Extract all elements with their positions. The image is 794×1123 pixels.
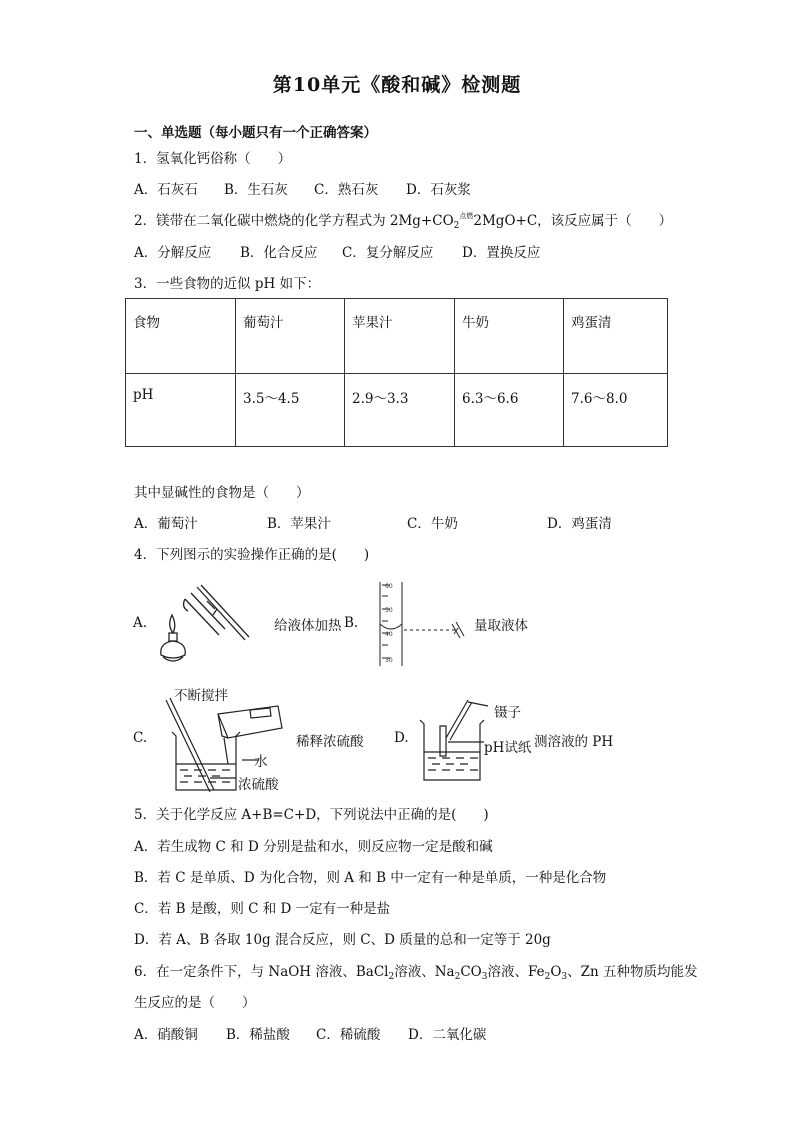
q4-option-c-letter[interactable]: C. [133, 730, 148, 746]
q6-text: 溶液、Fe [487, 964, 545, 980]
section-heading: 一、单选题（每小题只有一个正确答案） [134, 125, 377, 141]
graduated-cylinder-figure [368, 580, 473, 670]
q4-option-d-paper-label: pH试纸 [484, 740, 532, 756]
q1-option-d[interactable]: D．石灰浆 [406, 182, 471, 198]
q4-option-d-letter[interactable]: D. [394, 730, 409, 746]
q5-option-d[interactable]: D．若 A、B 各取 10g 混合反应，则 C、D 质量的总和一定等于 20g [134, 932, 551, 948]
table-cell: 6.3～6.6 [455, 374, 564, 447]
q6-subscript: 3 [481, 972, 488, 982]
table-header-cell: 牛奶 [455, 299, 564, 374]
question-3-follow: 其中显碱性的食物是（ ） [134, 485, 310, 501]
table-cell: 7.6～8.0 [564, 374, 668, 447]
q2-subscript: 2 [453, 221, 460, 231]
question-2-options [134, 244, 540, 262]
table-cell: 3.5～4.5 [236, 374, 345, 447]
ph-table [125, 298, 668, 447]
q6-option-b[interactable]: B．稀盐酸 [226, 1027, 290, 1043]
table-cell: 2.9～3.3 [345, 374, 455, 447]
heating-liquid-figure [155, 585, 255, 670]
question-2-stem [134, 212, 672, 232]
q2-stem-part-b: 2MgO+C，该反应属于（ ） [473, 213, 673, 229]
cylinder-tick-label: 40 [385, 631, 393, 638]
q1-option-a[interactable]: A．石灰石 [134, 182, 198, 198]
q6-text: CO [460, 964, 482, 980]
q6-option-c[interactable]: C．稀硫酸 [316, 1027, 381, 1043]
q4-option-c-stir-label: 不断搅拌 [174, 688, 228, 704]
q1-option-c[interactable]: C．熟石灰 [314, 182, 379, 198]
q5-option-a[interactable]: A．若生成物 C 和 D 分别是盐和水，则反应物一定是酸和碱 [134, 839, 493, 855]
q3-option-d[interactable]: D．鸡蛋清 [547, 516, 612, 532]
q4-option-c-water-label: 水 [254, 754, 268, 770]
table-row [126, 299, 668, 374]
q6-subscript: 2 [388, 972, 395, 982]
cylinder-tick-label: 60 [385, 583, 393, 590]
q4-option-b-label: 量取液体 [474, 618, 528, 634]
q2-option-a[interactable]: A．分解反应 [134, 245, 212, 261]
q6-text: 溶液、Na [394, 964, 455, 980]
q6-option-d[interactable]: D．二氧化碳 [408, 1027, 487, 1043]
q6-subscript: 2 [454, 972, 461, 982]
q2-stem-part-a: 2．镁带在二氧化碳中燃烧的化学方程式为 2Mg+CO [134, 213, 454, 229]
q6-subscript: 2 [544, 972, 551, 982]
table-header-cell: 食物 [126, 299, 236, 374]
question-3-options [134, 515, 612, 533]
table-cell: pH [126, 374, 236, 447]
q1-option-b[interactable]: B．生石灰 [224, 182, 288, 198]
question-6-options [134, 1026, 486, 1044]
table-header-cell: 苹果汁 [345, 299, 455, 374]
q4-option-c-label: 稀释浓硫酸 [296, 734, 364, 750]
question-6-stem-line1 [134, 963, 698, 981]
q6-text: O [550, 964, 562, 980]
cylinder-tick-label: 50 [385, 607, 393, 614]
q4-option-a-letter[interactable]: A. [133, 615, 148, 631]
table-row [126, 374, 668, 447]
q6-option-a[interactable]: A．硝酸铜 [134, 1027, 198, 1043]
q4-option-b-letter[interactable]: B. [344, 615, 359, 631]
page-title: 第10单元《酸和碱》检测题 [272, 74, 522, 96]
table-header-cell: 葡萄汁 [236, 299, 345, 374]
q2-option-b[interactable]: B．化合反应 [240, 245, 318, 261]
cylinder-tick-label: 30 [385, 657, 393, 664]
q6-subscript: 3 [561, 972, 568, 982]
question-4-stem: 4．下列图示的实验操作正确的是( ) [134, 547, 370, 563]
q3-option-c[interactable]: C．牛奶 [407, 516, 458, 532]
q3-option-a[interactable]: A．葡萄汁 [134, 516, 198, 532]
q4-option-d-label: 测溶液的 PH [534, 734, 614, 750]
q6-text: 6．在一定条件下，与 NaOH 溶液、BaCl [134, 964, 389, 980]
question-6-stem-line2: 生反应的是（ ） [134, 995, 256, 1011]
q2-option-d[interactable]: D．置换反应 [462, 245, 541, 261]
q6-text: 、Zn 五种物质均能发 [567, 964, 698, 980]
question-1-stem: 1．氢氧化钙俗称（ ） [134, 151, 292, 167]
question-3-stem: 3．一些食物的近似 pH 如下： [134, 276, 321, 292]
q2-option-c[interactable]: C．复分解反应 [342, 245, 434, 261]
q5-option-b[interactable]: B．若 C 是单质、D 为化合物，则 A 和 B 中一定有一种是单质，一种是化合物 [134, 870, 607, 886]
q4-option-c-acid-label: 浓硫酸 [238, 777, 279, 793]
q2-reaction-condition: 点燃 [459, 212, 474, 220]
table-header-cell: 鸡蛋清 [564, 299, 668, 374]
q3-option-b[interactable]: B．苹果汁 [267, 516, 331, 532]
question-1-options [134, 181, 471, 199]
q4-option-a-label: 给液体加热 [274, 618, 342, 634]
question-5-stem: 5．关于化学反应 A+B=C+D，下列说法中正确的是( ) [134, 807, 489, 823]
q4-option-d-tweezers-label: 镊子 [494, 705, 521, 721]
q5-option-c[interactable]: C．若 B 是酸，则 C 和 D 一定有一种是盐 [134, 901, 391, 917]
